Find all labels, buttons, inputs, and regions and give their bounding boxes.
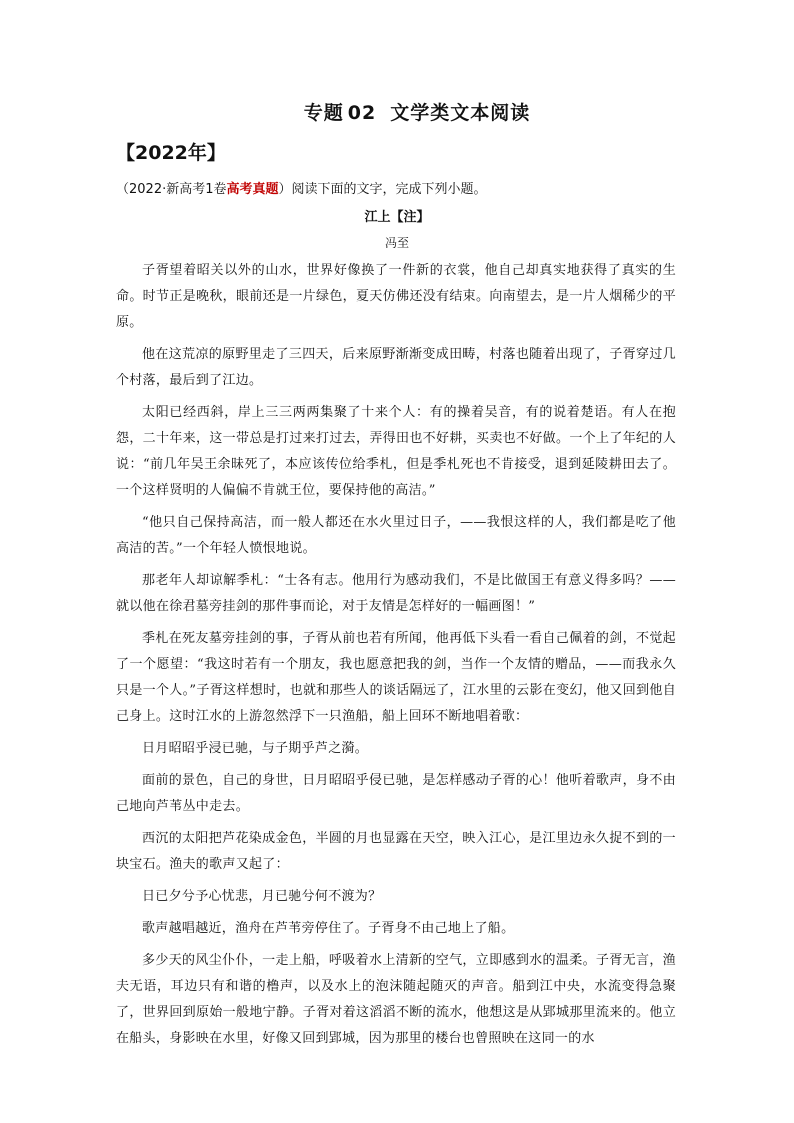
paragraph: 多少天的风尘仆仆，一走上船，呼吸着水上清新的空气，立即感到水的温柔。子胥无言，渔夫无语，耳边只有和谐的橹声，以及水上的泡沫随起随灭的声音。船到江中央，水流变得急聚了，世界回到原始一般地宁静。子胥对着这滔滔不断的流水，他想这是从郢城那里流来的。他立在船头，身影映在水里，好像又回到郢城，因为那里的楼台也曾照映在这同一的水 xyxy=(116,953,676,1046)
source-open: （2022·新高考1卷 xyxy=(116,182,227,197)
passage-author: 冯至 xyxy=(384,236,409,250)
passage-body xyxy=(116,258,676,1058)
title-text: 文学类文本阅读 xyxy=(390,102,531,124)
song-line: 日月昭昭乎浸已驰，与子期乎芦之漪。 xyxy=(142,741,369,756)
paragraph: 他在这荒凉的原野里走了三四天，后来原野渐渐变成田畴，村落也随着出现了，子胥穿过几个村落，最后到了江边。 xyxy=(116,347,676,388)
paragraph: 子胥望着昭关以外的山水，世界好像换了一件新的衣裳，他自己却真实地获得了真实的生命。时节正是晚秋，眼前还是一片绿色，夏天仿佛还没有结束。向南望去，是一片人烟稀少的平原。 xyxy=(116,263,676,330)
song-line: 日已夕兮予心忧悲，月已驰兮何不渡为？ xyxy=(142,889,382,904)
question-source xyxy=(116,178,487,197)
paragraph: “他只自己保持高洁，而一般人都还在水火里过日子，——我恨这样的人，我们都是吃了他高洁的苦。”一个年轻人愤恨地说。 xyxy=(116,515,676,556)
source-rest: ）阅读下面的文字，完成下列小题。 xyxy=(278,182,487,197)
paragraph: 季札在死友墓旁挂剑的事，子胥从前也若有所闻，他再低下头看一看自己佩着的剑，不觉起了一个愿望：“我这时若有一个朋友，我也愿意把我的剑，当作一个友情的赠品，——而我永久只是一个人。”子胥这样想时，也就和那些人的谈话隔远了，江水里的云影在变幻，他又回到他自己身上。这时江水的上游忽然浮下一只渔船，船上回环不断地唱着歌： xyxy=(116,631,676,724)
title-prefix: 专题 xyxy=(303,102,344,124)
paragraph: 面前的景色，自己的身世，日月昭昭乎侵已驰，是怎样感动子胥的心！他听着歌声，身不由己地向芦苇丛中走去。 xyxy=(116,773,676,814)
passage-title: 江上【注】 xyxy=(364,210,430,225)
paragraph: 那老年人却谅解季札：“士各有志。他用行为感动我们，不是比做国王有意义得多吗？——就以他在徐君墓旁挂剑的那件事而论，对于友情是怎样好的一幅画图！” xyxy=(116,573,676,614)
source-highlight: 高考真题 xyxy=(226,182,279,197)
title-number: 02 xyxy=(347,102,377,124)
page-title xyxy=(0,98,794,125)
paragraph: 歌声越唱越近，渔舟在芦苇旁停住了。子胥身不由己地上了船。 xyxy=(142,921,515,936)
year-heading: 【2022年】 xyxy=(116,142,226,164)
paragraph: 西沉的太阳把芦花染成金色，半圆的月也显露在天空，映入江心，是江里边永久捉不到的一块宝石。渔夫的歌声又起了： xyxy=(116,831,676,872)
paragraph: 太阳已经西斜，岸上三三两两集聚了十来个人：有的操着吴音，有的说着楚语。有人在抱怨，二十年来，这一带总是打过来打过去，弄得田也不好耕，买卖也不好做。一个上了年纪的人说：“前几年吴王余昧死了，本应该传位给季札，但是季札死也不肯接受，退到延陵耕田去了。一个这样贤明的人偏偏不肯就王位，要保持他的高洁。” xyxy=(116,405,676,498)
